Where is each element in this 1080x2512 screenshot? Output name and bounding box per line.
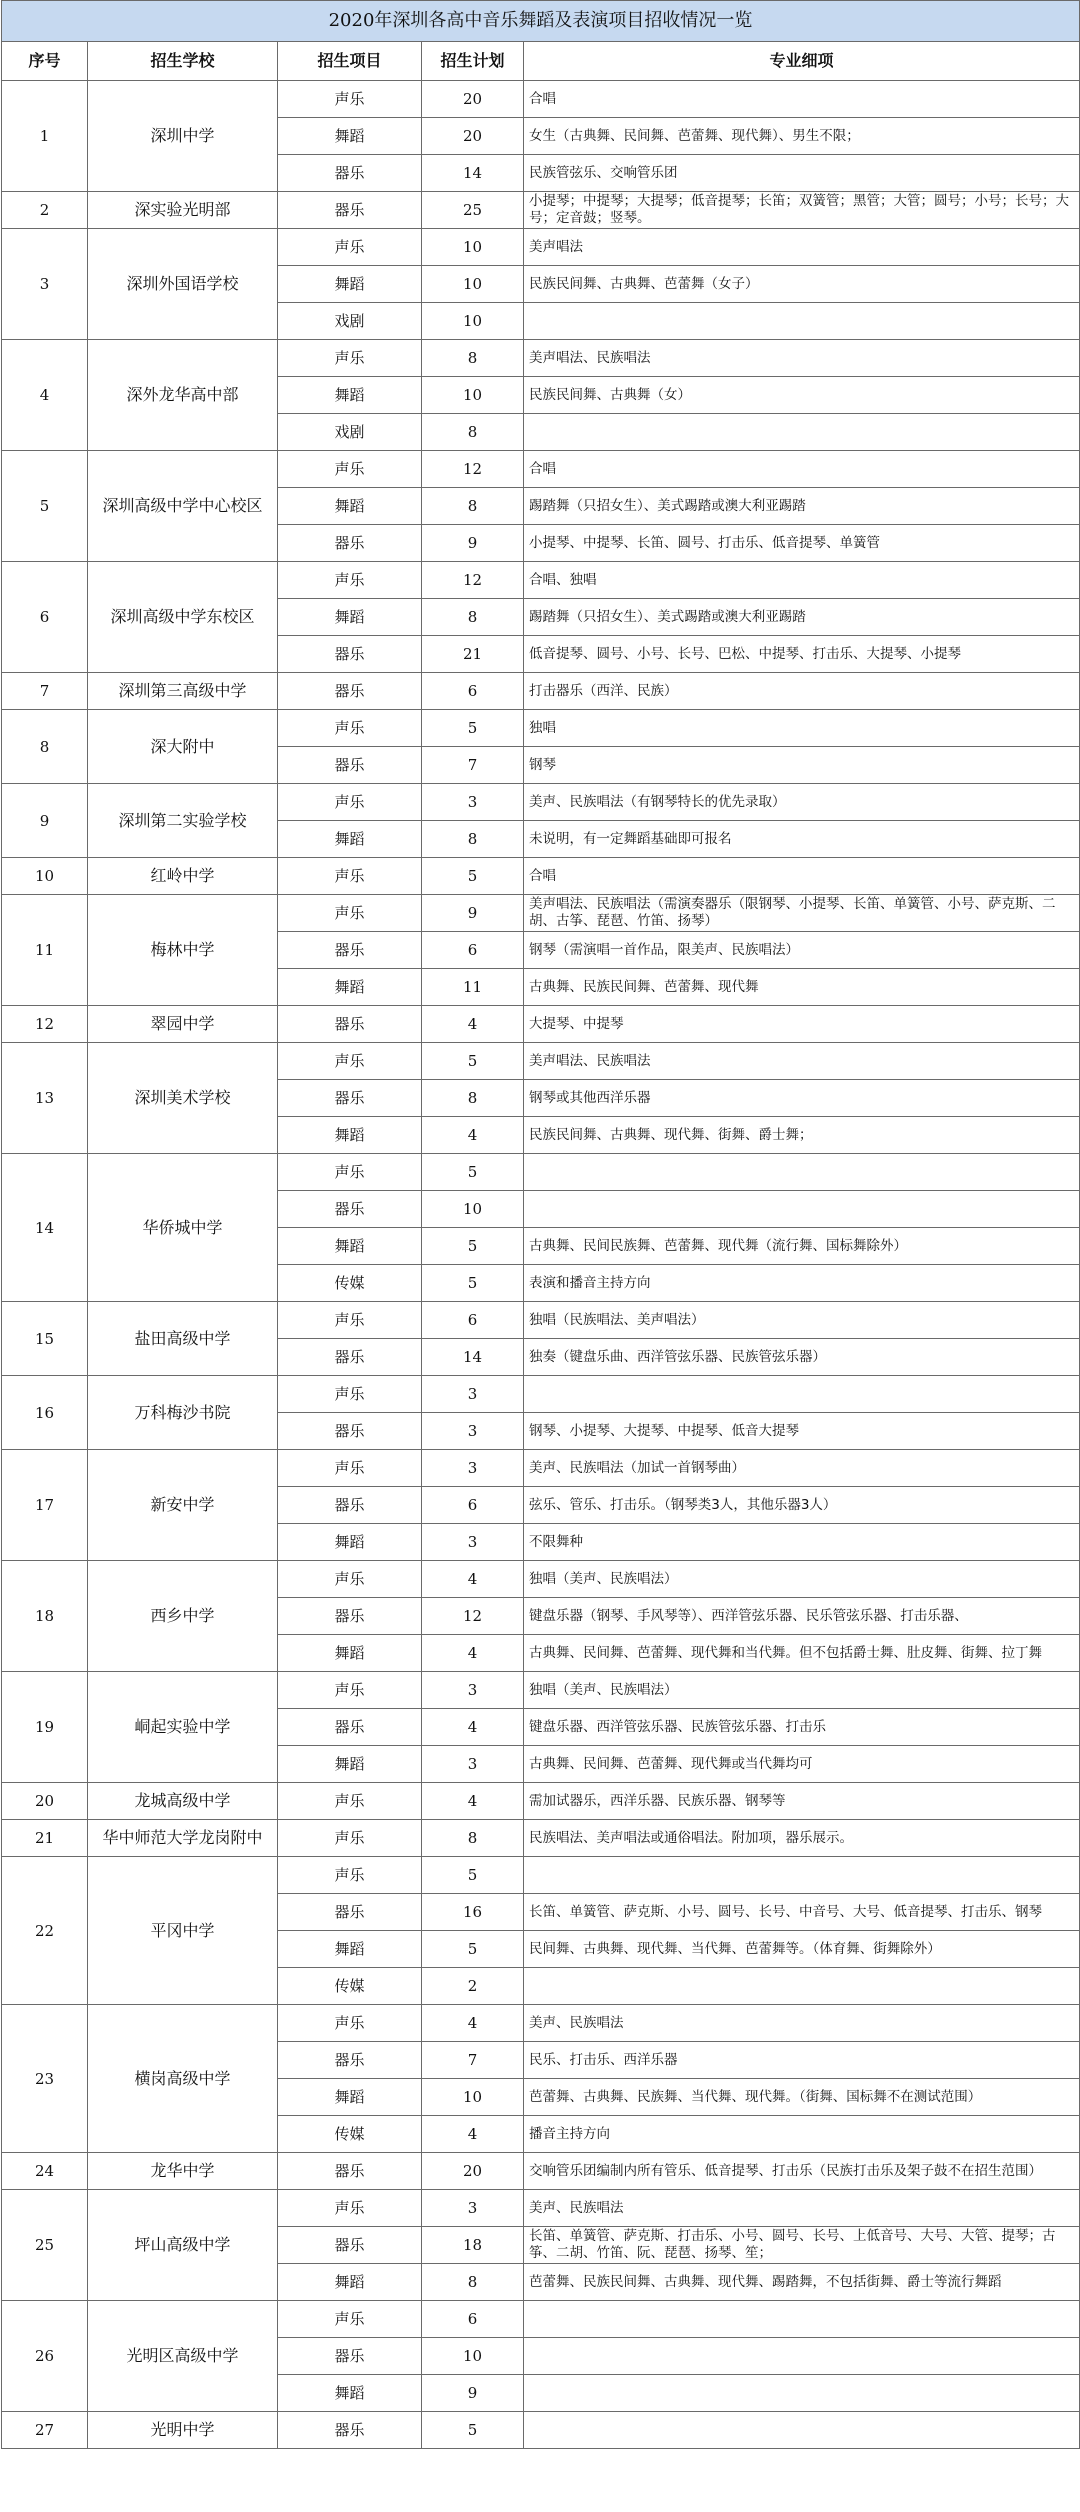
admission-plan: 3 [422,1672,524,1709]
admission-plan: 8 [422,599,524,636]
row-number: 9 [2,784,88,858]
admission-category: 器乐 [278,525,422,562]
specialty-detail: 合唱 [524,451,1080,488]
specialty-detail: 打击器乐（西洋、民族） [524,673,1080,710]
admission-plan: 3 [422,1746,524,1783]
admission-plan: 3 [422,1376,524,1413]
row-number: 1 [2,81,88,192]
row-number: 8 [2,710,88,784]
admission-category: 器乐 [278,1709,422,1746]
school-name: 盐田高级中学 [88,1302,278,1376]
header-category: 招生项目 [278,42,422,81]
admission-plan: 9 [422,525,524,562]
admission-category: 声乐 [278,1820,422,1857]
admission-plan: 4 [422,1006,524,1043]
table-row [2,1783,1080,1820]
admission-category: 舞蹈 [278,1228,422,1265]
admission-plan: 5 [422,1154,524,1191]
school-name: 深大附中 [88,710,278,784]
admission-plan: 20 [422,81,524,118]
specialty-detail: 古典舞、民族民间舞、芭蕾舞、现代舞 [524,969,1080,1006]
specialty-detail: 表演和播音主持方向 [524,1265,1080,1302]
school-name: 龙城高级中学 [88,1783,278,1820]
table-row [2,451,1080,488]
row-number: 20 [2,1783,88,1820]
admission-table [1,0,1080,2449]
admission-category: 舞蹈 [278,1635,422,1672]
specialty-detail [524,303,1080,340]
table-row [2,710,1080,747]
specialty-detail: 合唱 [524,81,1080,118]
row-number: 6 [2,562,88,673]
admission-category: 传媒 [278,1968,422,2005]
admission-category: 器乐 [278,1413,422,1450]
admission-category: 器乐 [278,1191,422,1228]
admission-plan: 8 [422,2264,524,2301]
admission-plan: 14 [422,1339,524,1376]
admission-category: 舞蹈 [278,488,422,525]
admission-plan: 4 [422,2005,524,2042]
admission-category: 声乐 [278,81,422,118]
school-name: 横岗高级中学 [88,2005,278,2153]
table-row [2,2005,1080,2042]
admission-plan: 4 [422,2116,524,2153]
row-number: 17 [2,1450,88,1561]
table-row [2,2412,1080,2449]
table-row [2,1302,1080,1339]
specialty-detail: 美声、民族唱法（有钢琴特长的优先录取） [524,784,1080,821]
admission-category: 器乐 [278,155,422,192]
specialty-detail: 独唱（美声、民族唱法） [524,1561,1080,1598]
admission-category: 器乐 [278,1080,422,1117]
admission-plan: 6 [422,2301,524,2338]
admission-plan: 4 [422,1561,524,1598]
specialty-detail: 独唱（民族唱法、美声唱法） [524,1302,1080,1339]
admission-category: 声乐 [278,1450,422,1487]
admission-plan: 9 [422,895,524,932]
specialty-detail: 美声唱法、民族唱法 [524,340,1080,377]
admission-category: 舞蹈 [278,377,422,414]
admission-category: 器乐 [278,2338,422,2375]
school-name: 深实验光明部 [88,192,278,229]
table-row [2,81,1080,118]
table-row [2,2190,1080,2227]
specialty-detail [524,1857,1080,1894]
specialty-detail: 钢琴 [524,747,1080,784]
admission-plan: 5 [422,710,524,747]
school-name: 西乡中学 [88,1561,278,1672]
row-number: 14 [2,1154,88,1302]
admission-plan: 7 [422,747,524,784]
admission-category: 舞蹈 [278,2375,422,2412]
admission-category: 舞蹈 [278,1524,422,1561]
specialty-detail: 钢琴或其他西洋乐器 [524,1080,1080,1117]
admission-plan: 10 [422,303,524,340]
specialty-detail [524,2375,1080,2412]
admission-plan: 11 [422,969,524,1006]
admission-plan: 12 [422,451,524,488]
admission-category: 舞蹈 [278,1746,422,1783]
admission-category: 器乐 [278,636,422,673]
specialty-detail: 芭蕾舞、民族民间舞、古典舞、现代舞、踢踏舞，不包括街舞、爵士等流行舞蹈 [524,2264,1080,2301]
admission-category: 器乐 [278,2412,422,2449]
admission-plan: 3 [422,1524,524,1561]
row-number: 7 [2,673,88,710]
school-name: 红岭中学 [88,858,278,895]
admission-category: 声乐 [278,1376,422,1413]
row-number: 2 [2,192,88,229]
specialty-detail: 古典舞、民间舞、芭蕾舞、现代舞和当代舞。但不包括爵士舞、肚皮舞、街舞、拉丁舞 [524,1635,1080,1672]
specialty-detail: 踢踏舞（只招女生）、美式踢踏或澳大利亚踢踏 [524,488,1080,525]
table-row [2,784,1080,821]
specialty-detail: 弦乐、管乐、打击乐。（钢琴类3人，其他乐器3人） [524,1487,1080,1524]
specialty-detail: 钢琴（需演唱一首作品，限美声、民族唱法） [524,932,1080,969]
admission-category: 声乐 [278,1672,422,1709]
specialty-detail: 踢踏舞（只招女生）、美式踢踏或澳大利亚踢踏 [524,599,1080,636]
table-row [2,1820,1080,1857]
admission-category: 声乐 [278,562,422,599]
row-number: 16 [2,1376,88,1450]
admission-category: 器乐 [278,1598,422,1635]
specialty-detail: 合唱、独唱 [524,562,1080,599]
admission-plan: 4 [422,1783,524,1820]
school-name: 平冈中学 [88,1857,278,2005]
specialty-detail: 键盘乐器、西洋管弦乐器、民族管弦乐器、打击乐 [524,1709,1080,1746]
table-row [2,2153,1080,2190]
admission-category: 传媒 [278,1265,422,1302]
specialty-detail: 小提琴、中提琴、长笛、圆号、打击乐、低音提琴、单簧管 [524,525,1080,562]
admission-plan: 10 [422,2338,524,2375]
admission-plan: 16 [422,1894,524,1931]
admission-plan: 5 [422,1043,524,1080]
specialty-detail: 键盘乐器（钢琴、手风琴等）、西洋管弦乐器、民乐管弦乐器、打击乐器、 [524,1598,1080,1635]
admission-plan: 8 [422,1080,524,1117]
row-number: 22 [2,1857,88,2005]
admission-category: 声乐 [278,1561,422,1598]
specialty-detail: 独唱（美声、民族唱法） [524,1672,1080,1709]
admission-plan: 5 [422,1931,524,1968]
admission-category: 器乐 [278,2153,422,2190]
admission-plan: 6 [422,673,524,710]
admission-category: 声乐 [278,2005,422,2042]
school-name: 华侨城中学 [88,1154,278,1302]
admission-plan: 8 [422,1820,524,1857]
specialty-detail: 民族唱法、美声唱法或通俗唱法。附加项，器乐展示。 [524,1820,1080,1857]
admission-category: 声乐 [278,858,422,895]
admission-category: 舞蹈 [278,118,422,155]
school-name: 龙华中学 [88,2153,278,2190]
row-number: 4 [2,340,88,451]
admission-category: 声乐 [278,340,422,377]
admission-category: 舞蹈 [278,821,422,858]
admission-plan: 3 [422,2190,524,2227]
specialty-detail: 美声、民族唱法 [524,2190,1080,2227]
specialty-detail: 民间舞、古典舞、现代舞、当代舞、芭蕾舞等。（体育舞、街舞除外） [524,1931,1080,1968]
school-name: 峒起实验中学 [88,1672,278,1783]
admission-plan: 5 [422,1857,524,1894]
admission-plan: 9 [422,2375,524,2412]
admission-category: 声乐 [278,2301,422,2338]
admission-category: 器乐 [278,2227,422,2264]
admission-category: 声乐 [278,229,422,266]
row-number: 10 [2,858,88,895]
table-row [2,2301,1080,2338]
table-row [2,562,1080,599]
admission-category: 声乐 [278,710,422,747]
table-row [2,673,1080,710]
specialty-detail: 民族民间舞、古典舞、现代舞、街舞、爵士舞； [524,1117,1080,1154]
title-row [2,1,1080,42]
admission-category: 舞蹈 [278,266,422,303]
specialty-detail [524,414,1080,451]
admission-plan: 20 [422,118,524,155]
specialty-detail [524,2412,1080,2449]
admission-plan: 5 [422,858,524,895]
specialty-detail: 古典舞、民间民族舞、芭蕾舞、现代舞（流行舞、国标舞除外） [524,1228,1080,1265]
row-number: 27 [2,2412,88,2449]
admission-category: 器乐 [278,673,422,710]
admission-category: 声乐 [278,1154,422,1191]
admission-category: 传媒 [278,2116,422,2153]
specialty-detail [524,1968,1080,2005]
admission-category: 声乐 [278,895,422,932]
admission-plan: 6 [422,1302,524,1339]
specialty-detail: 美声唱法 [524,229,1080,266]
header-row [2,42,1080,81]
admission-category: 声乐 [278,1043,422,1080]
row-number: 23 [2,2005,88,2153]
admission-category: 声乐 [278,1783,422,1820]
school-name: 深圳中学 [88,81,278,192]
school-name: 深圳美术学校 [88,1043,278,1154]
admission-category: 器乐 [278,1339,422,1376]
specialty-detail: 古典舞、民间舞、芭蕾舞、现代舞或当代舞均可 [524,1746,1080,1783]
admission-plan: 12 [422,1598,524,1635]
school-name: 深外龙华高中部 [88,340,278,451]
school-name: 深圳第三高级中学 [88,673,278,710]
school-name: 翠园中学 [88,1006,278,1043]
admission-table-sheet [1,0,1079,2449]
row-number: 19 [2,1672,88,1783]
admission-category: 器乐 [278,1006,422,1043]
specialty-detail: 小提琴；中提琴；大提琴；低音提琴；长笛；双簧管；黑管；大管；圆号；小号；长号；大号；定音鼓；竖琴。 [524,192,1080,229]
row-number: 15 [2,1302,88,1376]
admission-plan: 8 [422,488,524,525]
specialty-detail: 未说明，有一定舞蹈基础即可报名 [524,821,1080,858]
admission-plan: 10 [422,266,524,303]
school-name: 深圳高级中学东校区 [88,562,278,673]
admission-category: 舞蹈 [278,2264,422,2301]
admission-plan: 6 [422,1487,524,1524]
header-detail: 专业细项 [524,42,1080,81]
row-number: 21 [2,1820,88,1857]
admission-plan: 25 [422,192,524,229]
school-name: 深圳高级中学中心校区 [88,451,278,562]
specialty-detail: 美声唱法、民族唱法 [524,1043,1080,1080]
admission-category: 器乐 [278,932,422,969]
admission-category: 器乐 [278,1487,422,1524]
table-row [2,1043,1080,1080]
admission-plan: 5 [422,1228,524,1265]
row-number: 3 [2,229,88,340]
admission-plan: 3 [422,1413,524,1450]
specialty-detail: 需加试器乐，西洋乐器、民族乐器、钢琴等 [524,1783,1080,1820]
row-number: 13 [2,1043,88,1154]
specialty-detail: 美声、民族唱法 [524,2005,1080,2042]
table-row [2,1006,1080,1043]
table-row [2,1154,1080,1191]
specialty-detail [524,1376,1080,1413]
admission-plan: 8 [422,414,524,451]
admission-plan: 4 [422,1709,524,1746]
row-number: 5 [2,451,88,562]
row-number: 25 [2,2190,88,2301]
specialty-detail: 低音提琴、圆号、小号、长号、巴松、中提琴、打击乐、大提琴、小提琴 [524,636,1080,673]
table-row [2,1450,1080,1487]
header-no: 序号 [2,42,88,81]
school-name: 新安中学 [88,1450,278,1561]
table-row [2,895,1080,932]
row-number: 24 [2,2153,88,2190]
admission-category: 戏剧 [278,414,422,451]
table-row [2,1376,1080,1413]
specialty-detail [524,2301,1080,2338]
table-row [2,229,1080,266]
school-name: 光明中学 [88,2412,278,2449]
admission-plan: 4 [422,1635,524,1672]
admission-plan: 10 [422,377,524,414]
table-row [2,858,1080,895]
school-name: 深圳第二实验学校 [88,784,278,858]
specialty-detail: 民族民间舞、古典舞（女） [524,377,1080,414]
specialty-detail: 播音主持方向 [524,2116,1080,2153]
specialty-detail [524,1191,1080,1228]
admission-plan: 10 [422,229,524,266]
admission-plan: 8 [422,340,524,377]
admission-plan: 12 [422,562,524,599]
admission-plan: 6 [422,932,524,969]
school-name: 万科梅沙书院 [88,1376,278,1450]
specialty-detail: 女生（古典舞、民间舞、芭蕾舞、现代舞）、男生不限； [524,118,1080,155]
admission-category: 器乐 [278,747,422,784]
specialty-detail: 民族民间舞、古典舞、芭蕾舞（女子） [524,266,1080,303]
admission-plan: 2 [422,1968,524,2005]
admission-plan: 5 [422,1265,524,1302]
table-row [2,1672,1080,1709]
specialty-detail: 芭蕾舞、古典舞、民族舞、当代舞、现代舞。（街舞、国标舞不在测试范围） [524,2079,1080,2116]
table-row [2,1561,1080,1598]
admission-category: 舞蹈 [278,2079,422,2116]
school-name: 深圳外国语学校 [88,229,278,340]
admission-plan: 7 [422,2042,524,2079]
row-number: 12 [2,1006,88,1043]
school-name: 坪山高级中学 [88,2190,278,2301]
specialty-detail: 长笛、单簧管、萨克斯、小号、圆号、长号、中音号、大号、低音提琴、打击乐、钢琴 [524,1894,1080,1931]
school-name: 华中师范大学龙岗附中 [88,1820,278,1857]
admission-category: 声乐 [278,1302,422,1339]
specialty-detail: 长笛、单簧管、萨克斯、打击乐、小号、圆号、长号、上低音号、大号、大管、提琴；古筝、二胡、竹笛、阮、琵琶、扬琴、笙； [524,2227,1080,2264]
row-number: 26 [2,2301,88,2412]
table-row [2,1857,1080,1894]
specialty-detail [524,1154,1080,1191]
specialty-detail [524,2338,1080,2375]
specialty-detail: 交响管乐团编制内所有管乐、低音提琴、打击乐（民族打击乐及架子鼓不在招生范围） [524,2153,1080,2190]
admission-category: 戏剧 [278,303,422,340]
admission-category: 器乐 [278,192,422,229]
admission-category: 声乐 [278,2190,422,2227]
admission-plan: 20 [422,2153,524,2190]
table-row [2,192,1080,229]
school-name: 梅林中学 [88,895,278,1006]
admission-category: 舞蹈 [278,1931,422,1968]
admission-plan: 4 [422,1117,524,1154]
specialty-detail: 民族管弦乐、交响管乐团 [524,155,1080,192]
admission-plan: 10 [422,2079,524,2116]
table-title: 2020年深圳各高中音乐舞蹈及表演项目招收情况一览 [2,1,1080,42]
table-body [2,81,1080,2449]
specialty-detail: 独奏（键盘乐曲、西洋管弦乐器、民族管弦乐器） [524,1339,1080,1376]
row-number: 18 [2,1561,88,1672]
admission-plan: 14 [422,155,524,192]
admission-plan: 10 [422,1191,524,1228]
table-row [2,340,1080,377]
row-number: 11 [2,895,88,1006]
admission-plan: 21 [422,636,524,673]
admission-category: 舞蹈 [278,969,422,1006]
header-school: 招生学校 [88,42,278,81]
specialty-detail: 独唱 [524,710,1080,747]
specialty-detail: 民乐、打击乐、西洋乐器 [524,2042,1080,2079]
specialty-detail: 美声唱法、民族唱法（需演奏器乐（限钢琴、小提琴、长笛、单簧管、小号、萨克斯、二胡、古筝、琵琶、竹笛、扬琴） [524,895,1080,932]
admission-category: 声乐 [278,1857,422,1894]
specialty-detail: 大提琴、中提琴 [524,1006,1080,1043]
admission-category: 器乐 [278,2042,422,2079]
admission-plan: 5 [422,2412,524,2449]
specialty-detail: 合唱 [524,858,1080,895]
specialty-detail: 不限舞种 [524,1524,1080,1561]
admission-category: 舞蹈 [278,599,422,636]
admission-category: 声乐 [278,784,422,821]
admission-plan: 3 [422,784,524,821]
header-plan: 招生计划 [422,42,524,81]
admission-category: 舞蹈 [278,1117,422,1154]
specialty-detail: 钢琴、小提琴、大提琴、中提琴、低音大提琴 [524,1413,1080,1450]
specialty-detail: 美声、民族唱法（加试一首钢琴曲） [524,1450,1080,1487]
admission-category: 声乐 [278,451,422,488]
admission-plan: 3 [422,1450,524,1487]
admission-plan: 18 [422,2227,524,2264]
school-name: 光明区高级中学 [88,2301,278,2412]
admission-category: 器乐 [278,1894,422,1931]
admission-plan: 8 [422,821,524,858]
